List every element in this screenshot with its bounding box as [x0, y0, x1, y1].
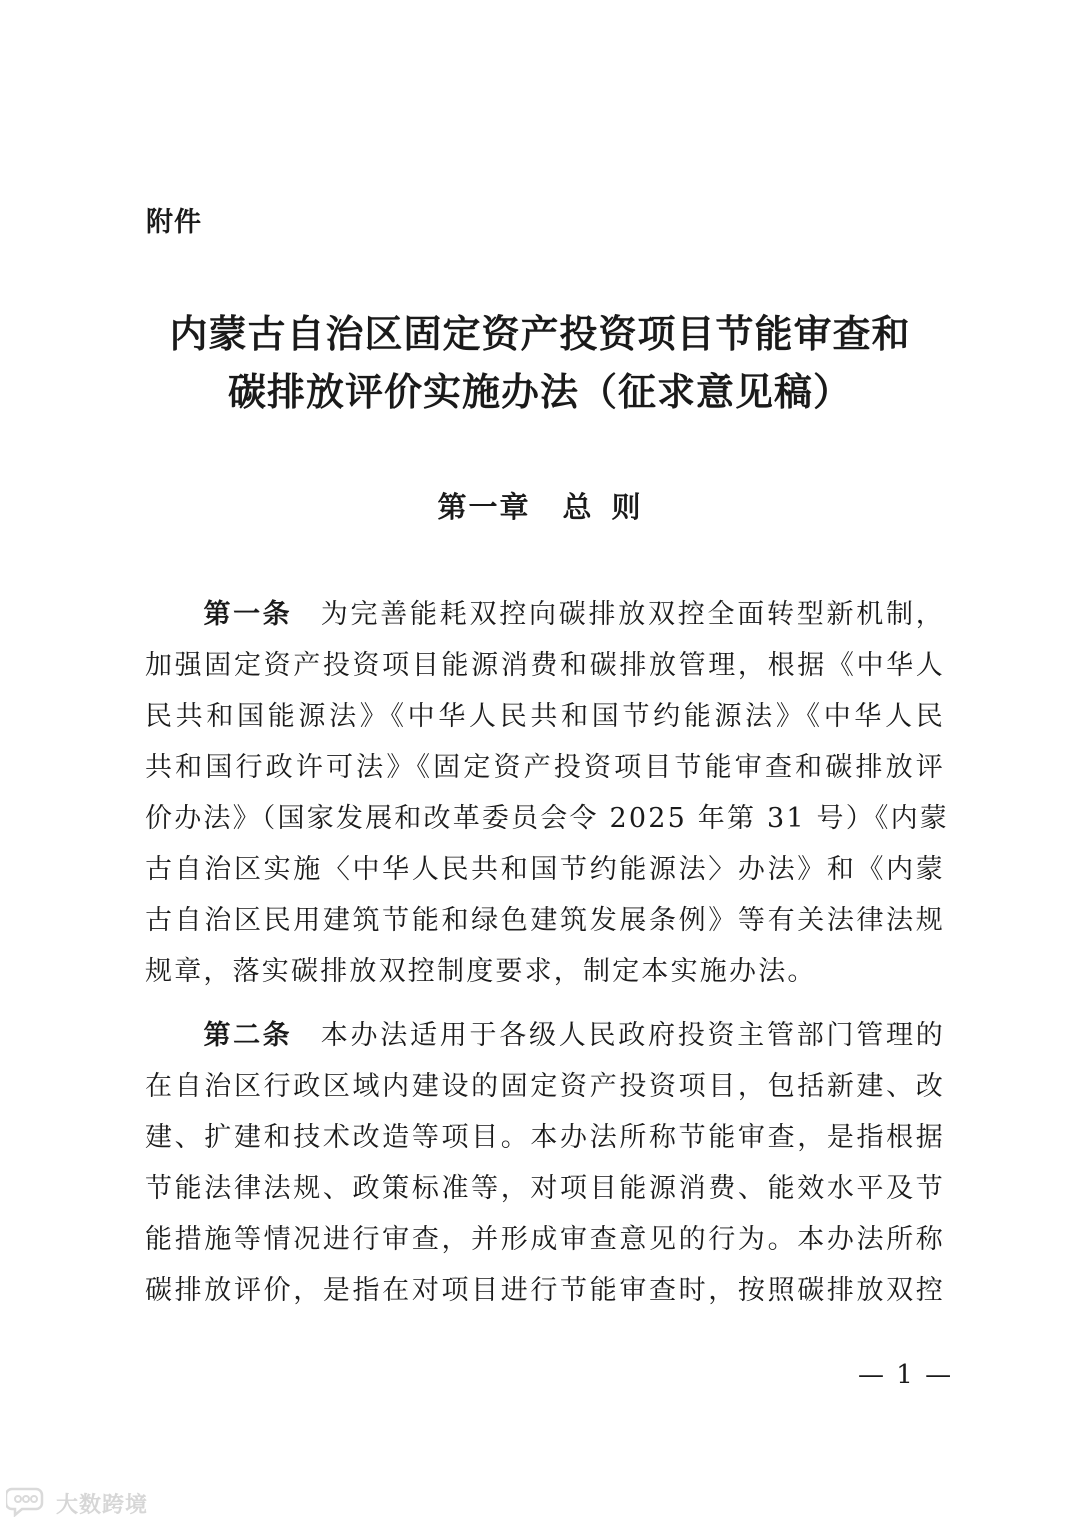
chapter-number: 第一章	[437, 490, 531, 524]
article-2-label: 第二条	[203, 1020, 293, 1051]
article-1-line: 古自治区民用建筑节能和绿色建筑发展条例》等有关法律法规	[145, 905, 945, 936]
article-2-line: 在自治区行政区域内建设的固定资产投资项目，包括新建、改	[145, 1071, 945, 1102]
article-2-line: 碳排放评价，是指在对项目进行节能审查时，按照碳排放双控	[145, 1275, 945, 1306]
article-1-line: 规章，落实碳排放双控制度要求，制定本实施办法。	[145, 956, 817, 987]
page-number: — 1 —	[858, 1360, 954, 1390]
article-1-line: 民共和国能源法》《中华人民共和国节约能源法》《中华人民	[145, 701, 945, 732]
chapter-heading	[0, 485, 1080, 526]
document-title-line-1: 内蒙古自治区固定资产投资项目节能审查和	[169, 312, 911, 356]
article-1-line: 价办法》（国家发展和改革委员会令 2025 年第 31 号）《内蒙	[145, 803, 949, 834]
chapter-name-part-2: 则	[611, 490, 643, 524]
article-1-line: 加强固定资产投资项目能源消费和碳排放管理，根据《中华人	[145, 650, 945, 681]
attachment-label: 附件	[146, 207, 202, 238]
watermark	[6, 1483, 148, 1523]
article-1-paragraph	[145, 589, 949, 997]
article-2-line: 节能法律法规、政策标准等，对项目能源消费、能效水平及节	[145, 1173, 945, 1204]
article-2-line: 能措施等情况进行审查，并形成审查意见的行为。本办法所称	[145, 1224, 945, 1255]
article-1-line	[145, 589, 945, 640]
article-2-paragraph	[145, 1010, 945, 1316]
chat-bubble-logo-icon	[6, 1485, 50, 1522]
article-1-line: 古自治区实施〈中华人民共和国节约能源法〉办法》和《内蒙	[145, 854, 945, 885]
article-1-line: 共和国行政许可法》《固定资产投资项目节能审查和碳排放评	[145, 752, 945, 783]
article-2-line	[145, 1010, 945, 1061]
article-1-label: 第一条	[203, 599, 293, 630]
article-2-line: 建、扩建和技术改造等项目。本办法所称节能审查，是指根据	[145, 1122, 945, 1153]
document-title-line-2: 碳排放评价实施办法（征求意见稿）	[227, 370, 852, 414]
watermark-text: 大数跨境	[56, 1492, 149, 1518]
article-1-text: 为完善能耗双控向碳排放双控全面转型新机制，	[320, 599, 946, 630]
chapter-name-part-1: 总	[562, 490, 594, 524]
article-2-text: 本办法适用于各级人民政府投资主管部门管理的	[320, 1020, 946, 1051]
